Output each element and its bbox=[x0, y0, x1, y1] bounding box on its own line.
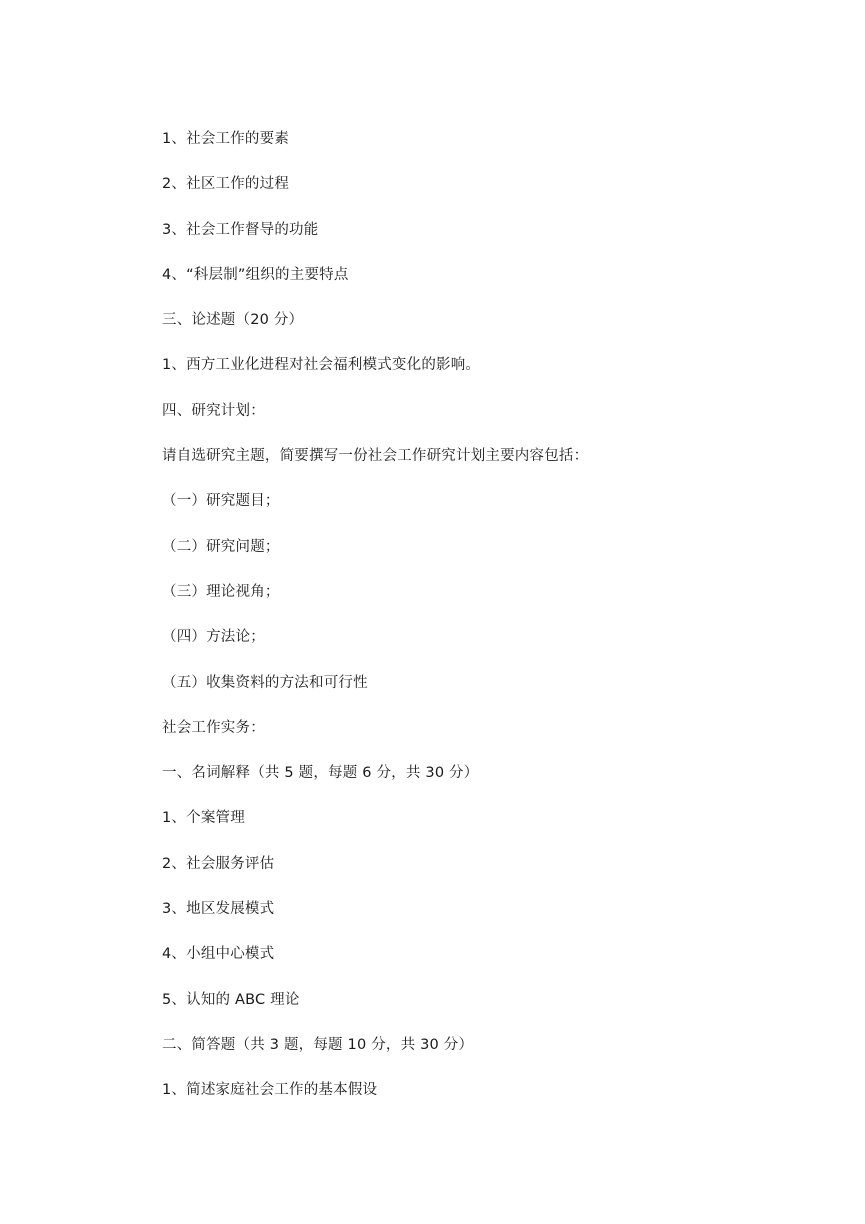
plan-item: （二）研究问题； bbox=[162, 538, 280, 555]
section-heading: 二、简答题（共 3 题，每题 10 分，共 30 分） bbox=[162, 1036, 474, 1053]
plan-item: （一）研究题目； bbox=[162, 493, 280, 510]
section-heading: 四、研究计划： bbox=[162, 402, 265, 419]
question-item: 4、“科层制”组织的主要特点 bbox=[162, 266, 349, 283]
subject-heading: 社会工作实务： bbox=[162, 719, 265, 736]
question-item: 1、个案管理 bbox=[162, 810, 245, 827]
question-item: 1、西方工业化进程对社会福利模式变化的影响。 bbox=[162, 357, 481, 374]
section-heading: 三、论述题（20 分） bbox=[162, 312, 304, 329]
plan-item: （五）收集资料的方法和可行性 bbox=[162, 674, 368, 691]
plan-item: （四）方法论； bbox=[162, 629, 265, 646]
document-body bbox=[162, 127, 782, 1124]
section-heading: 一、名词解释（共 5 题，每题 6 分，共 30 分） bbox=[162, 765, 479, 782]
question-item: 3、地区发展模式 bbox=[162, 901, 275, 918]
question-item: 1、社会工作的要素 bbox=[162, 131, 290, 147]
question-item: 2、社区工作的过程 bbox=[162, 176, 290, 193]
question-item: 1、简述家庭社会工作的基本假设 bbox=[162, 1082, 378, 1099]
instruction-text: 请自选研究主题，简要撰写一份社会工作研究计划主要内容包括： bbox=[162, 448, 589, 465]
question-item: 4、小组中心模式 bbox=[162, 946, 275, 963]
question-item: 5、认知的 ABC 理论 bbox=[162, 991, 300, 1008]
question-item: 2、社会服务评估 bbox=[162, 855, 275, 872]
question-item: 3、社会工作督导的功能 bbox=[162, 221, 319, 238]
plan-item: （三）理论视角； bbox=[162, 583, 280, 600]
